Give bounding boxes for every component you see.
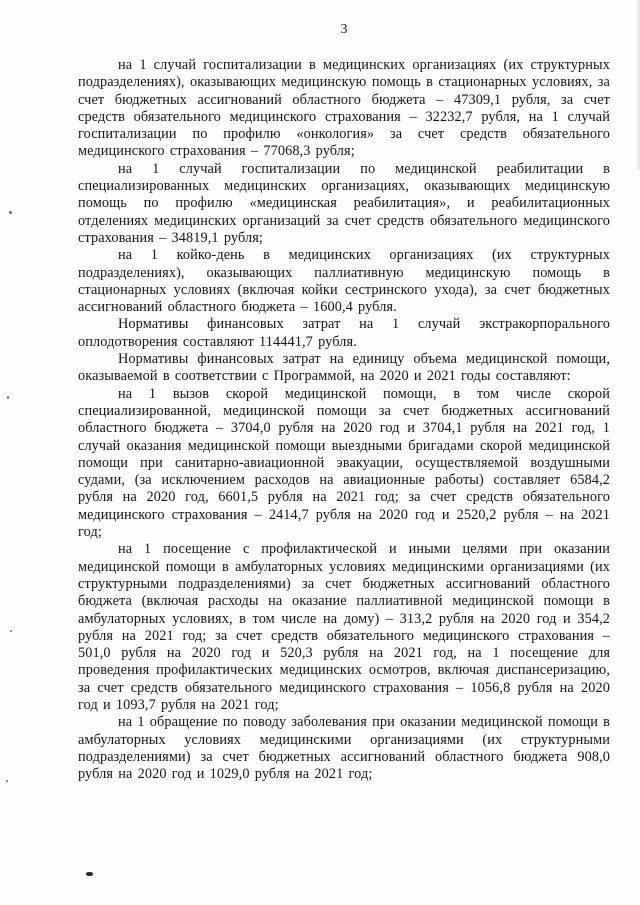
paragraph-ambulance-call: на 1 вызов скорой медицинской помощи, в том числе скорой специализированной, медицинской помощи за счет бюджетных ассигнований областного бюджета – 3704,0 рубля на 2020 год и 3704,1 рубля на 2021 год, 1 случай оказания медицинской помощи выездными бригадами скорой медицинской помощи при санитарно-авиационной эвакуации, осуществляемой воздушными судами, (за исключением расходов на авиационные работы) составляет 6584,2 рубля на 2020 год, 6601,5 рубля на 2021 год; за счет средств обязательного медицинского страхования – 2414,7 рубля на 2020 год и 2520,2 рубля – на 2021 год; — [78, 385, 610, 541]
paragraph-ivf-norm: Нормативы финансовых затрат на 1 случай экстракорпорального оплодотворения составляют 114441,7 рубля. — [78, 316, 610, 350]
paragraph-hospitalization-case: на 1 случай госпитализации в медицинских организациях (их структурных подразделениях), оказывающих медицинскую помощь в стационарных условиях, за счет бюджетных ассигнований областного бюджета – 47309,1 рубля, за счет средств обязательного медицинского страхования – 32232,7 рубля, на 1 случай госпитализации по профилю «онкология» за счет средств обязательного медицинского страхования – 77068,3 рубля; — [78, 57, 610, 160]
paragraph-norms-intro: Нормативы финансовых затрат на единицу объема медицинской помощи, оказываемой в соответствии с Программой, на 2020 и 2021 годы составляют: — [78, 351, 610, 385]
paragraph-bed-day: на 1 койко-день в медицинских организациях (их структурных подразделениях), оказывающих паллиативную медицинскую помощь в стационарных условиях (включая койки сестринского ухода), за счет бюджетных ассигнований областного бюджета – 1600,4 рубля. — [78, 247, 610, 316]
paragraph-disease-visit: на 1 обращение по поводу заболевания при оказании медицинской помощи в амбулаторных условиях медицинскими организациями (их структурными подразделениями) за счет бюджетных ассигнований областного бюджета 908,0 рубля на 2020 год и 1029,0 рубля на 2021 год; — [78, 714, 610, 783]
paragraph-rehabilitation-case: на 1 случай госпитализации по медицинской реабилитации в специализированных медицинских организациях, оказывающих медицинскую помощь по профилю «медицинская реабилитация», и реабилитационных отделениях медицинских организаций за счет средств обязательного медицинского страхования – 34819,1 рубля; — [78, 160, 610, 246]
scan-smudge-bottom — [86, 872, 93, 876]
scan-speck-1 — [9, 211, 12, 214]
scan-speck-4 — [6, 780, 8, 782]
scan-speck-3 — [10, 630, 12, 632]
page-number: 3 — [340, 22, 348, 37]
paragraph-preventive-visit: на 1 посещение с профилактической и иными целями при оказании медицинской помощи в амбулаторных условиях медицинскими организациями (их структурными подразделениями) за счет бюджетных ассигнований областного бюджета (включая расходы на оказание паллиативной медицинской помощи в амбулаторных условиях, в том числе на дому) – 313,2 рубля на 2020 год и 354,2 рубля на 2021 год; за счет средств обязательного медицинского страхования – 501,0 рубля на 2020 год и 520,3 рубля на 2021 год, на 1 посещение для проведения профилактических медицинских осмотров, включая диспансеризацию, за счет средств обязательного медицинского страхования – 1056,8 рубля на 2020 год и 1093,7 рубля на 2021 год; — [78, 541, 610, 713]
scan-speck-2 — [7, 396, 9, 399]
document-body-text — [78, 57, 610, 783]
